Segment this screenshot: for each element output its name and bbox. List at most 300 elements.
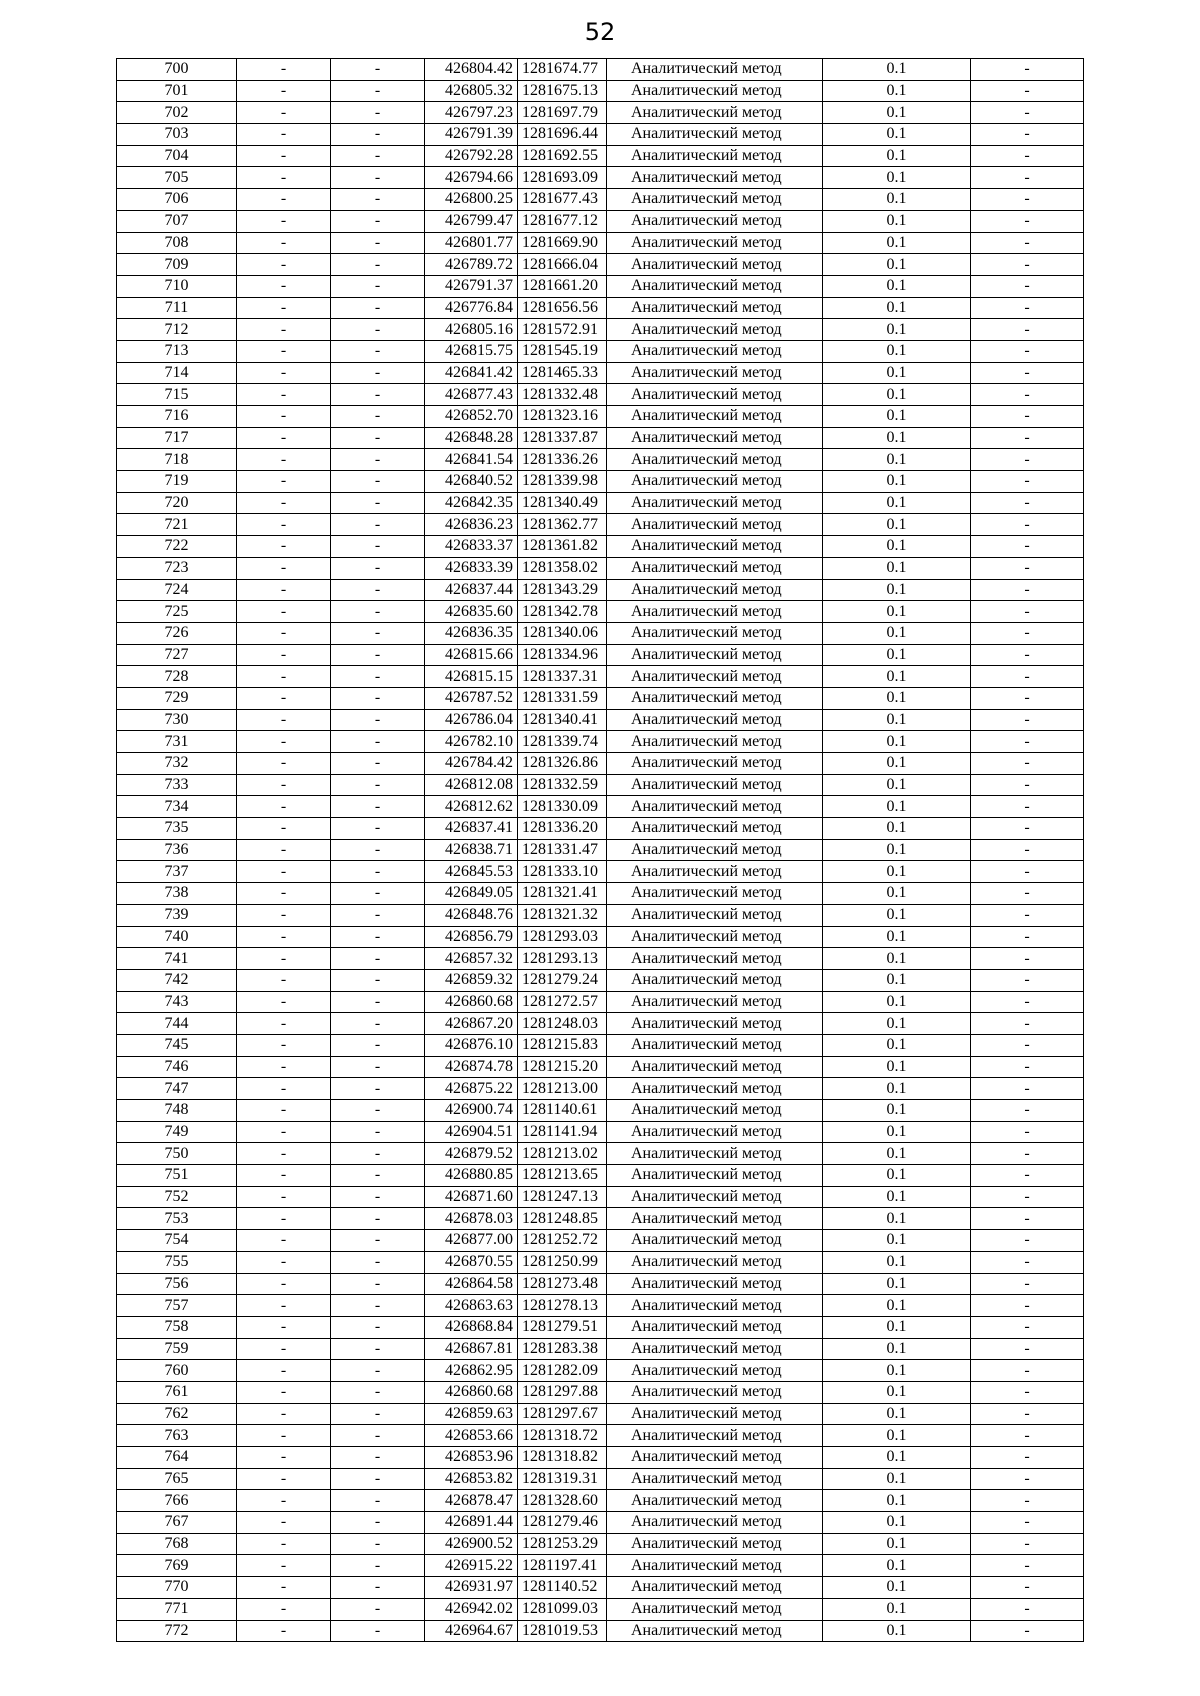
point-number-cell: 706 [117,189,237,211]
accuracy-cell: 0.1 [823,1577,971,1599]
y-coordinate-cell: 1281283.38 [518,1338,607,1360]
dash-cell: - [331,1013,425,1035]
dash-cell: - [971,167,1084,189]
table-row [117,536,1084,558]
dash-cell: - [971,514,1084,536]
dash-cell: - [237,731,331,753]
table-row [117,275,1084,297]
dash-cell: - [971,1273,1084,1295]
y-coordinate-cell: 1281215.83 [518,1034,607,1056]
dash-cell: - [331,1056,425,1078]
point-number-cell: 700 [117,59,237,81]
y-coordinate-cell: 1281282.09 [518,1360,607,1382]
y-coordinate-cell: 1281332.48 [518,384,607,406]
x-coordinate-cell: 426862.95 [425,1360,518,1382]
dash-cell: - [971,145,1084,167]
accuracy-cell: 0.1 [823,687,971,709]
method-cell: Аналитический метод [607,1100,823,1122]
table-row [117,1165,1084,1187]
method-cell: Аналитический метод [607,1555,823,1577]
accuracy-cell: 0.1 [823,319,971,341]
method-cell: Аналитический метод [607,59,823,81]
method-cell: Аналитический метод [607,1490,823,1512]
dash-cell: - [971,102,1084,124]
dash-cell: - [331,80,425,102]
point-number-cell: 717 [117,427,237,449]
dash-cell: - [971,254,1084,276]
dash-cell: - [971,275,1084,297]
dash-cell: - [331,579,425,601]
y-coordinate-cell: 1281572.91 [518,319,607,341]
point-number-cell: 763 [117,1425,237,1447]
table-row [117,1186,1084,1208]
dash-cell: - [331,861,425,883]
accuracy-cell: 0.1 [823,1186,971,1208]
accuracy-cell: 0.1 [823,1273,971,1295]
method-cell: Аналитический метод [607,774,823,796]
point-number-cell: 753 [117,1208,237,1230]
x-coordinate-cell: 426797.23 [425,102,518,124]
table-row [117,210,1084,232]
accuracy-cell: 0.1 [823,471,971,493]
dash-cell: - [331,839,425,861]
accuracy-cell: 0.1 [823,969,971,991]
method-cell: Аналитический метод [607,297,823,319]
method-cell: Аналитический метод [607,275,823,297]
accuracy-cell: 0.1 [823,1403,971,1425]
dash-cell: - [971,1208,1084,1230]
dash-cell: - [971,1447,1084,1469]
point-number-cell: 771 [117,1598,237,1620]
accuracy-cell: 0.1 [823,1598,971,1620]
table-row [117,1013,1084,1035]
dash-cell: - [331,774,425,796]
accuracy-cell: 0.1 [823,557,971,579]
point-number-cell: 756 [117,1273,237,1295]
dash-cell: - [237,1533,331,1555]
table-row [117,1490,1084,1512]
dash-cell: - [331,254,425,276]
method-cell: Аналитический метод [607,362,823,384]
dash-cell: - [971,579,1084,601]
table-row [117,1295,1084,1317]
x-coordinate-cell: 426792.28 [425,145,518,167]
table-row [117,1338,1084,1360]
dash-cell: - [971,1403,1084,1425]
y-coordinate-cell: 1281330.09 [518,796,607,818]
accuracy-cell: 0.1 [823,189,971,211]
x-coordinate-cell: 426848.76 [425,904,518,926]
method-cell: Аналитический метод [607,1273,823,1295]
table-row [117,1381,1084,1403]
dash-cell: - [331,818,425,840]
table-row [117,362,1084,384]
dash-cell: - [237,774,331,796]
dash-cell: - [237,1447,331,1469]
dash-cell: - [971,796,1084,818]
accuracy-cell: 0.1 [823,644,971,666]
y-coordinate-cell: 1281140.61 [518,1100,607,1122]
dash-cell: - [237,818,331,840]
dash-cell: - [331,59,425,81]
x-coordinate-cell: 426812.62 [425,796,518,818]
table-row [117,622,1084,644]
table-row [117,1468,1084,1490]
point-number-cell: 737 [117,861,237,883]
dash-cell: - [237,991,331,1013]
dash-cell: - [237,1186,331,1208]
method-cell: Аналитический метод [607,1425,823,1447]
point-number-cell: 772 [117,1620,237,1642]
dash-cell: - [331,948,425,970]
table-row [117,1143,1084,1165]
y-coordinate-cell: 1281297.67 [518,1403,607,1425]
table-row [117,1100,1084,1122]
accuracy-cell: 0.1 [823,1078,971,1100]
y-coordinate-cell: 1281247.13 [518,1186,607,1208]
dash-cell: - [331,1338,425,1360]
y-coordinate-cell: 1281293.13 [518,948,607,970]
dash-cell: - [331,1381,425,1403]
y-coordinate-cell: 1281545.19 [518,340,607,362]
y-coordinate-cell: 1281362.77 [518,514,607,536]
dash-cell: - [237,1143,331,1165]
x-coordinate-cell: 426836.35 [425,622,518,644]
dash-cell: - [971,449,1084,471]
y-coordinate-cell: 1281250.99 [518,1251,607,1273]
coordinates-table [116,58,1084,1642]
table-row [117,514,1084,536]
dash-cell: - [237,861,331,883]
dash-cell: - [237,796,331,818]
dash-cell: - [331,189,425,211]
dash-cell: - [237,1577,331,1599]
point-number-cell: 719 [117,471,237,493]
point-number-cell: 760 [117,1360,237,1382]
dash-cell: - [971,536,1084,558]
table-row [117,709,1084,731]
point-number-cell: 716 [117,406,237,428]
accuracy-cell: 0.1 [823,1381,971,1403]
dash-cell: - [331,1143,425,1165]
y-coordinate-cell: 1281197.41 [518,1555,607,1577]
dash-cell: - [331,1165,425,1187]
x-coordinate-cell: 426842.35 [425,492,518,514]
accuracy-cell: 0.1 [823,1512,971,1534]
dash-cell: - [237,1598,331,1620]
dash-cell: - [971,362,1084,384]
dash-cell: - [971,384,1084,406]
x-coordinate-cell: 426900.74 [425,1100,518,1122]
method-cell: Аналитический метод [607,449,823,471]
dash-cell: - [237,1230,331,1252]
point-number-cell: 738 [117,883,237,905]
accuracy-cell: 0.1 [823,80,971,102]
dash-cell: - [237,340,331,362]
x-coordinate-cell: 426874.78 [425,1056,518,1078]
dash-cell: - [237,904,331,926]
x-coordinate-cell: 426805.32 [425,80,518,102]
method-cell: Аналитический метод [607,1078,823,1100]
dash-cell: - [331,1186,425,1208]
dash-cell: - [971,1013,1084,1035]
x-coordinate-cell: 426877.43 [425,384,518,406]
table-row [117,948,1084,970]
point-number-cell: 768 [117,1533,237,1555]
accuracy-cell: 0.1 [823,232,971,254]
table-row [117,969,1084,991]
point-number-cell: 722 [117,536,237,558]
y-coordinate-cell: 1281661.20 [518,275,607,297]
x-coordinate-cell: 426800.25 [425,189,518,211]
x-coordinate-cell: 426833.37 [425,536,518,558]
y-coordinate-cell: 1281361.82 [518,536,607,558]
x-coordinate-cell: 426782.10 [425,731,518,753]
y-coordinate-cell: 1281272.57 [518,991,607,1013]
accuracy-cell: 0.1 [823,384,971,406]
x-coordinate-cell: 426833.39 [425,557,518,579]
accuracy-cell: 0.1 [823,1447,971,1469]
table-row [117,1056,1084,1078]
dash-cell: - [237,1100,331,1122]
y-coordinate-cell: 1281273.48 [518,1273,607,1295]
dash-cell: - [331,1512,425,1534]
point-number-cell: 769 [117,1555,237,1577]
dash-cell: - [237,601,331,623]
point-number-cell: 725 [117,601,237,623]
table-row [117,1533,1084,1555]
method-cell: Аналитический метод [607,1251,823,1273]
method-cell: Аналитический метод [607,1598,823,1620]
dash-cell: - [331,687,425,709]
dash-cell: - [971,1360,1084,1382]
dash-cell: - [331,145,425,167]
point-number-cell: 715 [117,384,237,406]
accuracy-cell: 0.1 [823,406,971,428]
method-cell: Аналитический метод [607,102,823,124]
accuracy-cell: 0.1 [823,102,971,124]
x-coordinate-cell: 426931.97 [425,1577,518,1599]
table-row [117,1360,1084,1382]
dash-cell: - [237,666,331,688]
method-cell: Аналитический метод [607,1512,823,1534]
dash-cell: - [237,1273,331,1295]
y-coordinate-cell: 1281656.56 [518,297,607,319]
dash-cell: - [331,275,425,297]
x-coordinate-cell: 426786.04 [425,709,518,731]
x-coordinate-cell: 426849.05 [425,883,518,905]
table-row [117,80,1084,102]
method-cell: Аналитический метод [607,1143,823,1165]
accuracy-cell: 0.1 [823,1056,971,1078]
table-row [117,102,1084,124]
y-coordinate-cell: 1281693.09 [518,167,607,189]
table-row [117,1034,1084,1056]
y-coordinate-cell: 1281674.77 [518,59,607,81]
y-coordinate-cell: 1281328.60 [518,1490,607,1512]
y-coordinate-cell: 1281332.59 [518,774,607,796]
dash-cell: - [237,514,331,536]
dash-cell: - [331,340,425,362]
x-coordinate-cell: 426915.22 [425,1555,518,1577]
point-number-cell: 766 [117,1490,237,1512]
point-number-cell: 729 [117,687,237,709]
dash-cell: - [971,232,1084,254]
dash-cell: - [237,427,331,449]
x-coordinate-cell: 426805.16 [425,319,518,341]
dash-cell: - [971,753,1084,775]
point-number-cell: 754 [117,1230,237,1252]
dash-cell: - [971,1316,1084,1338]
table-row [117,991,1084,1013]
dash-cell: - [971,731,1084,753]
method-cell: Аналитический метод [607,818,823,840]
accuracy-cell: 0.1 [823,449,971,471]
dash-cell: - [971,59,1084,81]
point-number-cell: 749 [117,1121,237,1143]
dash-cell: - [331,883,425,905]
x-coordinate-cell: 426815.66 [425,644,518,666]
accuracy-cell: 0.1 [823,340,971,362]
dash-cell: - [331,1468,425,1490]
dash-cell: - [237,1555,331,1577]
dash-cell: - [237,1381,331,1403]
dash-cell: - [331,1100,425,1122]
method-cell: Аналитический метод [607,1013,823,1035]
x-coordinate-cell: 426784.42 [425,753,518,775]
dash-cell: - [331,406,425,428]
dash-cell: - [237,926,331,948]
point-number-cell: 750 [117,1143,237,1165]
point-number-cell: 739 [117,904,237,926]
accuracy-cell: 0.1 [823,275,971,297]
x-coordinate-cell: 426815.75 [425,340,518,362]
dash-cell: - [237,471,331,493]
dash-cell: - [237,210,331,232]
x-coordinate-cell: 426877.00 [425,1230,518,1252]
method-cell: Аналитический метод [607,883,823,905]
point-number-cell: 770 [117,1577,237,1599]
dash-cell: - [237,1078,331,1100]
dash-cell: - [971,687,1084,709]
method-cell: Аналитический метод [607,753,823,775]
y-coordinate-cell: 1281340.49 [518,492,607,514]
method-cell: Аналитический метод [607,1468,823,1490]
dash-cell: - [331,319,425,341]
y-coordinate-cell: 1281336.26 [518,449,607,471]
table-row [117,406,1084,428]
dash-cell: - [237,449,331,471]
accuracy-cell: 0.1 [823,861,971,883]
dash-cell: - [971,839,1084,861]
accuracy-cell: 0.1 [823,666,971,688]
point-number-cell: 744 [117,1013,237,1035]
point-number-cell: 757 [117,1295,237,1317]
dash-cell: - [237,883,331,905]
x-coordinate-cell: 426840.52 [425,471,518,493]
point-number-cell: 732 [117,753,237,775]
table-row [117,861,1084,883]
method-cell: Аналитический метод [607,601,823,623]
dash-cell: - [971,1295,1084,1317]
point-number-cell: 708 [117,232,237,254]
dash-cell: - [971,1468,1084,1490]
accuracy-cell: 0.1 [823,1165,971,1187]
table-row [117,254,1084,276]
dash-cell: - [971,210,1084,232]
point-number-cell: 704 [117,145,237,167]
x-coordinate-cell: 426836.23 [425,514,518,536]
table-row [117,1078,1084,1100]
dash-cell: - [971,319,1084,341]
point-number-cell: 741 [117,948,237,970]
y-coordinate-cell: 1281669.90 [518,232,607,254]
accuracy-cell: 0.1 [823,1208,971,1230]
table-row [117,883,1084,905]
dash-cell: - [331,427,425,449]
method-cell: Аналитический метод [607,687,823,709]
method-cell: Аналитический метод [607,1533,823,1555]
dash-cell: - [237,232,331,254]
dash-cell: - [971,1598,1084,1620]
dash-cell: - [331,731,425,753]
dash-cell: - [237,384,331,406]
x-coordinate-cell: 426815.15 [425,666,518,688]
method-cell: Аналитический метод [607,709,823,731]
table-row [117,731,1084,753]
dash-cell: - [237,969,331,991]
x-coordinate-cell: 426867.20 [425,1013,518,1035]
dash-cell: - [971,1251,1084,1273]
x-coordinate-cell: 426853.96 [425,1447,518,1469]
method-cell: Аналитический метод [607,644,823,666]
method-cell: Аналитический метод [607,1056,823,1078]
x-coordinate-cell: 426942.02 [425,1598,518,1620]
y-coordinate-cell: 1281331.47 [518,839,607,861]
y-coordinate-cell: 1281213.00 [518,1078,607,1100]
dash-cell: - [331,167,425,189]
accuracy-cell: 0.1 [823,601,971,623]
y-coordinate-cell: 1281319.31 [518,1468,607,1490]
dash-cell: - [331,1295,425,1317]
dash-cell: - [237,536,331,558]
method-cell: Аналитический метод [607,471,823,493]
dash-cell: - [237,362,331,384]
table-row [117,1273,1084,1295]
y-coordinate-cell: 1281340.06 [518,622,607,644]
method-cell: Аналитический метод [607,1403,823,1425]
dash-cell: - [331,1555,425,1577]
dash-cell: - [331,492,425,514]
method-cell: Аналитический метод [607,1034,823,1056]
y-coordinate-cell: 1281099.03 [518,1598,607,1620]
dash-cell: - [331,601,425,623]
y-coordinate-cell: 1281297.88 [518,1381,607,1403]
table-row [117,1425,1084,1447]
table-row [117,1403,1084,1425]
accuracy-cell: 0.1 [823,1034,971,1056]
method-cell: Аналитический метод [607,991,823,1013]
dash-cell: - [237,1620,331,1642]
dash-cell: - [331,210,425,232]
dash-cell: - [237,1165,331,1187]
dash-cell: - [237,1295,331,1317]
dash-cell: - [971,427,1084,449]
table-row [117,167,1084,189]
table-row [117,427,1084,449]
dash-cell: - [971,189,1084,211]
x-coordinate-cell: 426799.47 [425,210,518,232]
